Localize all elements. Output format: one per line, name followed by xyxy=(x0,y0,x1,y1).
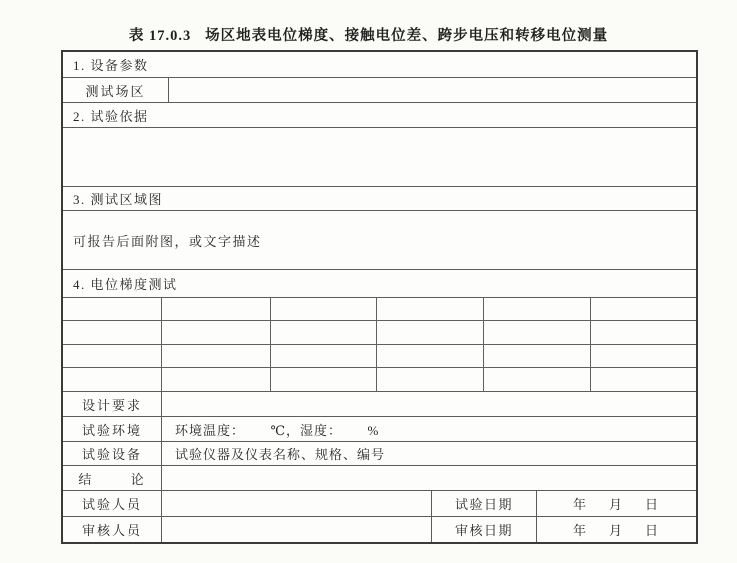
grid-cell xyxy=(377,321,484,344)
map-note-row xyxy=(63,211,696,270)
test-environment-value: 环境温度： ℃，湿度： % xyxy=(175,422,380,438)
form-table xyxy=(61,50,698,544)
test-equipment-value: 试验仪器及仪表名称、规格、编号 xyxy=(175,447,386,462)
design-requirements-label: 设计要求 xyxy=(63,392,162,416)
design-requirements-value xyxy=(162,392,696,416)
grid-cell xyxy=(271,298,377,321)
test-date-label: 试验日期 xyxy=(432,491,537,516)
grid-cell xyxy=(162,321,271,344)
grid-cell xyxy=(484,298,591,321)
design-requirements-row xyxy=(63,392,696,417)
grid-cell xyxy=(63,321,162,344)
grid-cell xyxy=(271,345,377,368)
test-area-row xyxy=(63,78,696,103)
grid-cell xyxy=(63,368,162,391)
test-personnel-value xyxy=(162,491,432,516)
grid-cell xyxy=(271,321,377,344)
grid-cell xyxy=(484,321,591,344)
grid-cell xyxy=(484,368,591,391)
section-2-header-row xyxy=(63,103,696,128)
grid-cell xyxy=(63,298,162,321)
review-personnel-label: 审核人员 xyxy=(63,517,162,542)
test-area-label: 测试场区 xyxy=(63,78,169,102)
test-personnel-label: 试验人员 xyxy=(63,491,162,516)
review-date-value: 年 月 日 xyxy=(572,523,660,538)
review-personnel-row xyxy=(63,517,696,542)
section-1-header: 1. 设备参数 xyxy=(73,58,149,73)
conclusion-label: 结 论 xyxy=(63,466,162,490)
section-3-header-row xyxy=(63,187,696,211)
review-personnel-value xyxy=(162,517,432,542)
grid-cell xyxy=(591,345,696,368)
review-date-label: 审核日期 xyxy=(432,517,537,542)
grid-cell xyxy=(162,298,271,321)
grid-cell xyxy=(591,368,696,391)
test-basis-area xyxy=(63,128,696,187)
test-area-value xyxy=(169,78,696,102)
grid-cell xyxy=(484,345,591,368)
potential-gradient-grid xyxy=(63,298,696,392)
test-environment-row xyxy=(63,417,696,442)
test-environment-label: 试验环境 xyxy=(63,417,162,441)
grid-cell xyxy=(162,368,271,391)
section-4-header: 4. 电位梯度测试 xyxy=(73,277,178,292)
test-equipment-label: 试验设备 xyxy=(63,442,162,465)
page-title: 表 17.0.3 场区地表电位梯度、接触电位差、跨步电压和转移电位测量 xyxy=(128,28,609,44)
test-date-value: 年 月 日 xyxy=(572,497,660,512)
grid-cell xyxy=(591,321,696,344)
grid-cell xyxy=(162,345,271,368)
section-4-header-row xyxy=(63,270,696,298)
grid-cell xyxy=(377,345,484,368)
grid-cell xyxy=(377,368,484,391)
grid-cell xyxy=(63,345,162,368)
test-personnel-row xyxy=(63,491,696,517)
map-note-text: 可报告后面附图，或文字描述 xyxy=(73,233,262,249)
section-2-header: 2. 试验依据 xyxy=(73,108,149,124)
grid-cell xyxy=(591,298,696,321)
test-equipment-row xyxy=(63,442,696,466)
grid-cell xyxy=(377,298,484,321)
conclusion-row xyxy=(63,466,696,491)
section-3-header: 3. 测试区域图 xyxy=(73,192,164,207)
section-1-header-row xyxy=(63,52,696,78)
grid-cell xyxy=(271,368,377,391)
conclusion-value xyxy=(162,466,696,490)
